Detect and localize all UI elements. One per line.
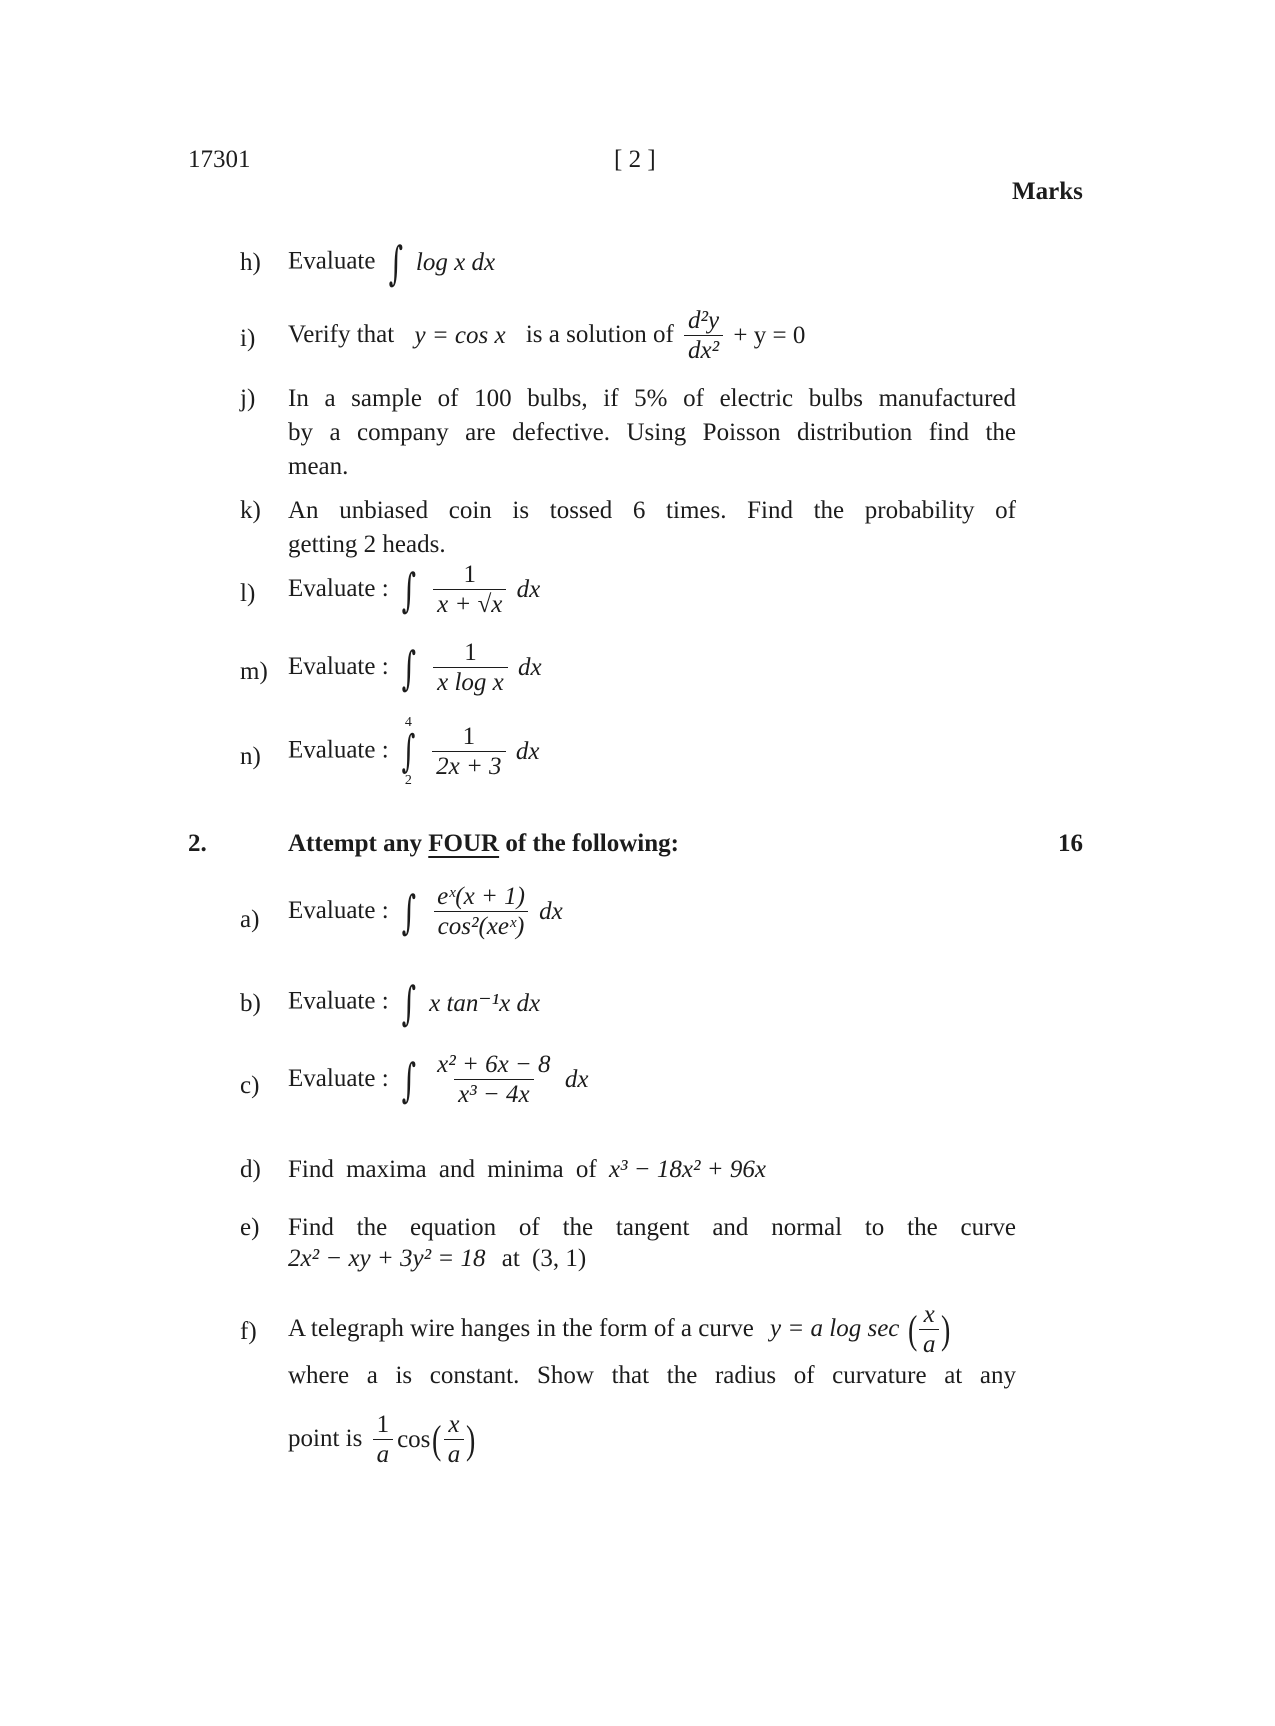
paper-code: 17301	[188, 146, 251, 173]
q1k-line1: An unbiased coin is tossed 6 times. Find the probability of	[288, 497, 1016, 524]
q2e-expr: 2x² − xy + 3y² = 18	[288, 1245, 486, 1272]
q1m-text	[288, 640, 542, 697]
q1m-word: Evaluate :	[288, 652, 389, 680]
q2f-line1-text: A telegraph wire hanges in the form of a curve	[288, 1314, 754, 1342]
q2f-point-text: point is	[288, 1424, 363, 1452]
q2f-line2: where a is constant. Show that the radius of curvature at any	[288, 1362, 1016, 1389]
q2f-r-fn: cos	[397, 1426, 431, 1454]
q1n-upper-limit: 4	[404, 715, 412, 730]
q2f-radius-fraction	[373, 1412, 394, 1469]
q2c-text	[288, 1052, 588, 1109]
q2f-r-arg-num: x	[448, 1411, 460, 1438]
q1j-label: j)	[240, 385, 256, 412]
q2c-word: Evaluate :	[288, 1064, 389, 1092]
q1n-text	[288, 716, 539, 788]
q1i-den: dx²	[684, 335, 723, 364]
q1i-expr1: y = cos x	[414, 322, 506, 350]
q2c-num: x² + 6x − 8	[437, 1051, 551, 1078]
integral-sign: ∫	[388, 236, 403, 290]
integral-sign: ∫	[401, 1053, 417, 1108]
q1i-label: i)	[240, 325, 256, 352]
q2-number: 2.	[188, 830, 207, 857]
q1l-den: x + √x	[433, 589, 506, 618]
q2d-text	[288, 1156, 766, 1184]
q1n-den: 2x + 3	[432, 751, 505, 780]
q1i-num: d²y	[688, 307, 720, 334]
integral-sign: ∫	[401, 726, 416, 777]
q1i-mid: is a solution of	[525, 320, 674, 348]
q2c-label: c)	[240, 1072, 260, 1099]
q1m-fraction	[433, 640, 508, 697]
q1l-label: l)	[240, 580, 256, 607]
q2f-arg-num: x	[923, 1301, 935, 1328]
q2a-den: cos²(xeˣ)	[434, 911, 529, 940]
q2f-arg-fraction	[919, 1302, 940, 1359]
q1i-word: Verify that	[288, 320, 395, 348]
q2f-line3	[288, 1412, 478, 1469]
q1n-word: Evaluate :	[288, 736, 389, 764]
q2a-label: a)	[240, 906, 260, 933]
q1h-word: Evaluate	[288, 247, 376, 275]
page-number: [ 2 ]	[614, 146, 656, 173]
q1l-dx: dx	[516, 576, 541, 604]
integral-sign: ∫	[401, 976, 417, 1030]
q2d-label: d)	[240, 1156, 261, 1183]
q1k-label: k)	[240, 497, 261, 524]
q1l-word: Evaluate :	[288, 574, 389, 602]
q2a-dx: dx	[539, 898, 563, 926]
q2-instruction-emph: FOUR	[428, 830, 500, 857]
q1i-text	[288, 308, 1016, 365]
q1m-num: 1	[464, 639, 477, 666]
q2e-at: at	[501, 1245, 520, 1272]
q1j-line2: by a company are defective. Using Poisson distribution find the	[288, 419, 1016, 446]
q2e-line1: Find the equation of the tangent and normal to the curve	[288, 1214, 1016, 1241]
q2a-fraction	[433, 884, 529, 941]
q2-instruction-pre: Attempt any	[288, 830, 423, 857]
q2a-num: eˣ(x + 1)	[437, 883, 525, 910]
q2f-curve: y = a log sec	[770, 1314, 900, 1342]
right-paren: )	[466, 1417, 476, 1463]
q2c-dx: dx	[564, 1066, 589, 1094]
integral-sign: ∫	[401, 885, 417, 940]
q1l-text	[288, 562, 540, 619]
q2f-label: f)	[240, 1318, 257, 1345]
q2f-r-arg-den: a	[444, 1439, 465, 1468]
q2b-word: Evaluate :	[288, 987, 389, 1015]
q1n-num: 1	[462, 722, 476, 750]
marks-heading: Marks	[1012, 178, 1083, 205]
right-paren: )	[941, 1307, 951, 1353]
q1i-fraction	[684, 308, 723, 365]
q2e-line2	[288, 1245, 586, 1273]
q1n-fraction	[432, 724, 505, 781]
q2f-line1	[288, 1302, 1016, 1359]
q2b-expr: x tan⁻¹x dx	[429, 990, 541, 1017]
left-paren: (	[907, 1307, 917, 1353]
q2f-r-num: 1	[376, 1411, 390, 1438]
q1n-dx: dx	[515, 738, 540, 765]
q1l-fraction	[433, 562, 506, 619]
q1h-label: h)	[240, 249, 261, 276]
q1l-num: 1	[463, 561, 477, 588]
q2d-words: Find maxima and minima of	[288, 1156, 597, 1183]
q2d-expr: x³ − 18x² + 96x	[608, 1156, 766, 1183]
integral-sign: ∫	[401, 563, 417, 618]
q2-instruction	[288, 830, 679, 858]
q1m-den: x log x	[433, 667, 508, 696]
q1j-line1: In a sample of 100 bulbs, if 5% of electric bulbs manufactured	[288, 385, 1016, 412]
q2f-arg-den: a	[919, 1329, 940, 1358]
q1m-dx: dx	[518, 654, 542, 682]
q2b-label: b)	[240, 990, 261, 1017]
q1i-rest: + y = 0	[733, 322, 806, 350]
q1h-text	[288, 236, 496, 290]
q2c-den: x³ − 4x	[454, 1079, 534, 1108]
q2f-r-den: a	[373, 1439, 394, 1468]
q2c-fraction	[433, 1052, 554, 1109]
q1n-label: n)	[240, 743, 261, 770]
q1k-line2: getting 2 heads.	[288, 531, 446, 558]
left-paren: (	[432, 1417, 442, 1463]
q2a-text	[288, 884, 563, 941]
q1j-line3: mean.	[288, 453, 349, 480]
q2-marks: 16	[1058, 830, 1083, 857]
integral-sign: ∫	[401, 641, 417, 696]
q1n-definite-integral	[395, 716, 422, 788]
q2b-text	[288, 976, 541, 1030]
q2e-point: (3, 1)	[532, 1245, 587, 1272]
q2-instruction-post: of the following:	[505, 830, 679, 857]
q1m-label: m)	[240, 658, 268, 685]
q2a-word: Evaluate :	[288, 896, 389, 924]
q2e-label: e)	[240, 1214, 260, 1241]
q2f-r-arg-fraction	[444, 1412, 465, 1469]
q1h-expr: log x dx	[415, 249, 496, 276]
q1n-lower-limit: 2	[404, 773, 412, 788]
